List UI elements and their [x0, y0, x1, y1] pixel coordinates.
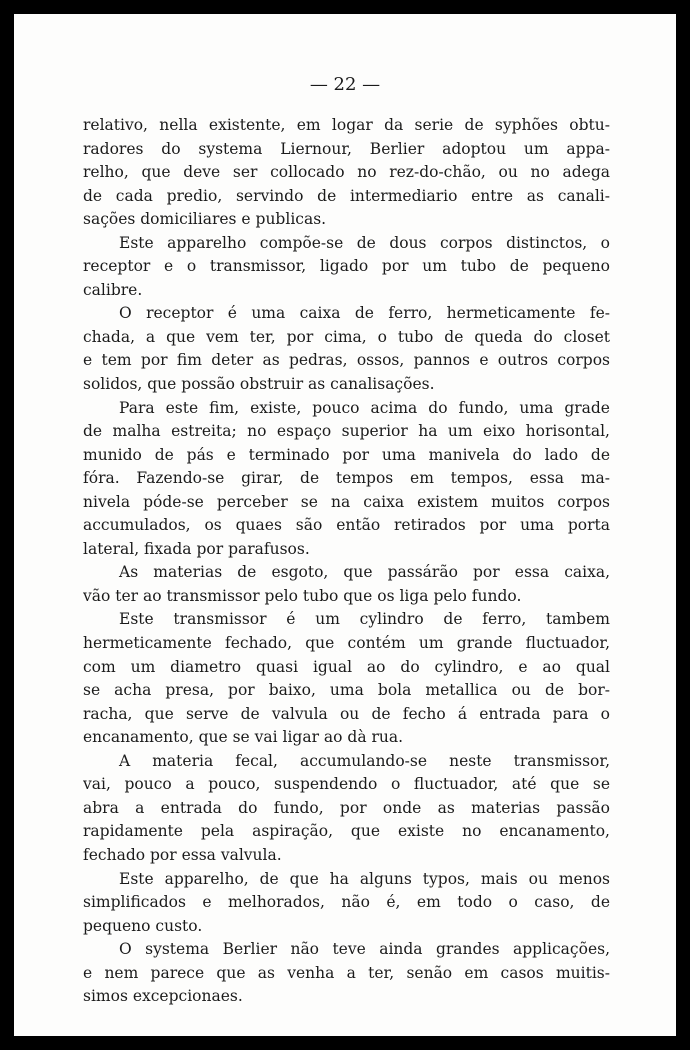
text-line: vão ter ao transmissor pelo tubo que os liga pelo fundo.: [83, 586, 522, 605]
paragraph: [83, 397, 610, 562]
text-line: fechado por essa valvula.: [83, 845, 282, 864]
paragraph: [83, 608, 610, 749]
text-line: O receptor é uma caixa de ferro, hermeticamente fe-: [119, 304, 610, 323]
paragraph: [83, 561, 610, 608]
text-line: hermeticamente fechado, que contém um grande fluctuador,: [83, 634, 610, 653]
text-line: solidos, que possão obstruir as canalisações.: [83, 375, 435, 394]
text-line: encanamento, que se vai ligar ao dà rua.: [83, 728, 404, 747]
text-line: se acha presa, por baixo, uma bola metallica ou de bor-: [83, 681, 610, 700]
text-line: simplificados e melhorados, não é, em todo o caso, de: [83, 893, 610, 912]
text-line: e nem parece que as venha a ter, senão em casos muitis-: [83, 963, 610, 982]
text-line: rapidamente pela aspiração, que existe no encanamento,: [83, 822, 610, 841]
text-line: Para este fim, existe, pouco acima do fundo, uma grade: [119, 398, 610, 417]
text-line: calibre.: [83, 280, 143, 299]
paragraph: [83, 868, 610, 939]
text-line: simos excepcionaes.: [83, 987, 243, 1006]
text-line: fóra. Fazendo-se girar, de tempos em tempos, essa ma-: [83, 469, 610, 488]
text-line: Este apparelho compõe-se de dous corpos distinctos, o: [119, 233, 610, 252]
paragraph: [83, 302, 610, 396]
body-text: [83, 114, 610, 1009]
text-line: sações domiciliares e publicas.: [83, 210, 327, 229]
paragraph: [83, 232, 610, 303]
text-line: pequeno custo.: [83, 916, 203, 935]
book-page: [14, 14, 676, 1036]
text-line: munido de pás e terminado por uma manivela do lado de: [83, 445, 610, 464]
text-line: receptor e o transmissor, ligado por um tubo de pequeno: [83, 257, 610, 276]
text-line: nivela póde-se perceber se na caixa existem muitos corpos: [83, 492, 610, 511]
text-line: de cada predio, servindo de intermediario entre as canali-: [83, 186, 610, 205]
text-line: accumulados, os quaes são então retirados por uma porta: [83, 516, 610, 535]
paragraph: [83, 750, 610, 868]
text-line: relho, que deve ser collocado no rez-do-chão, ou no adega: [83, 163, 610, 182]
text-line: de malha estreita; no espaço superior ha um eixo horisontal,: [83, 422, 610, 441]
text-line: racha, que serve de valvula ou de fecho á entrada para o: [83, 704, 610, 723]
text-line: vai, pouco a pouco, suspendendo o fluctuador, até que se: [83, 775, 610, 794]
paragraph: [83, 114, 610, 232]
text-line: As materias de esgoto, que passárão por essa caixa,: [119, 563, 610, 582]
text-line: Este transmissor é um cylindro de ferro, tambem: [119, 610, 610, 629]
page-number: — 22 —: [309, 74, 381, 95]
text-line: abra a entrada do fundo, por onde as materias passão: [83, 798, 610, 817]
text-line: Este apparelho, de que ha alguns typos, mais ou menos: [119, 869, 610, 888]
text-line: radores do systema Liernour, Berlier adoptou um appa-: [83, 139, 610, 158]
text-line: chada, a que vem ter, por cima, o tubo de queda do closet: [83, 327, 610, 346]
text-line: A materia fecal, accumulando-se neste transmissor,: [119, 751, 610, 770]
text-line: O systema Berlier não teve ainda grandes applicações,: [119, 940, 610, 959]
text-line: lateral, fixada por parafusos.: [83, 539, 310, 558]
paragraph: [83, 938, 610, 1009]
text-line: relativo, nella existente, em logar da serie de syphões obtu-: [83, 116, 610, 134]
text-line: e tem por fim deter as pedras, ossos, pannos e outros corpos: [83, 351, 610, 370]
text-line: com um diametro quasi igual ao do cylindro, e ao qual: [83, 657, 610, 676]
